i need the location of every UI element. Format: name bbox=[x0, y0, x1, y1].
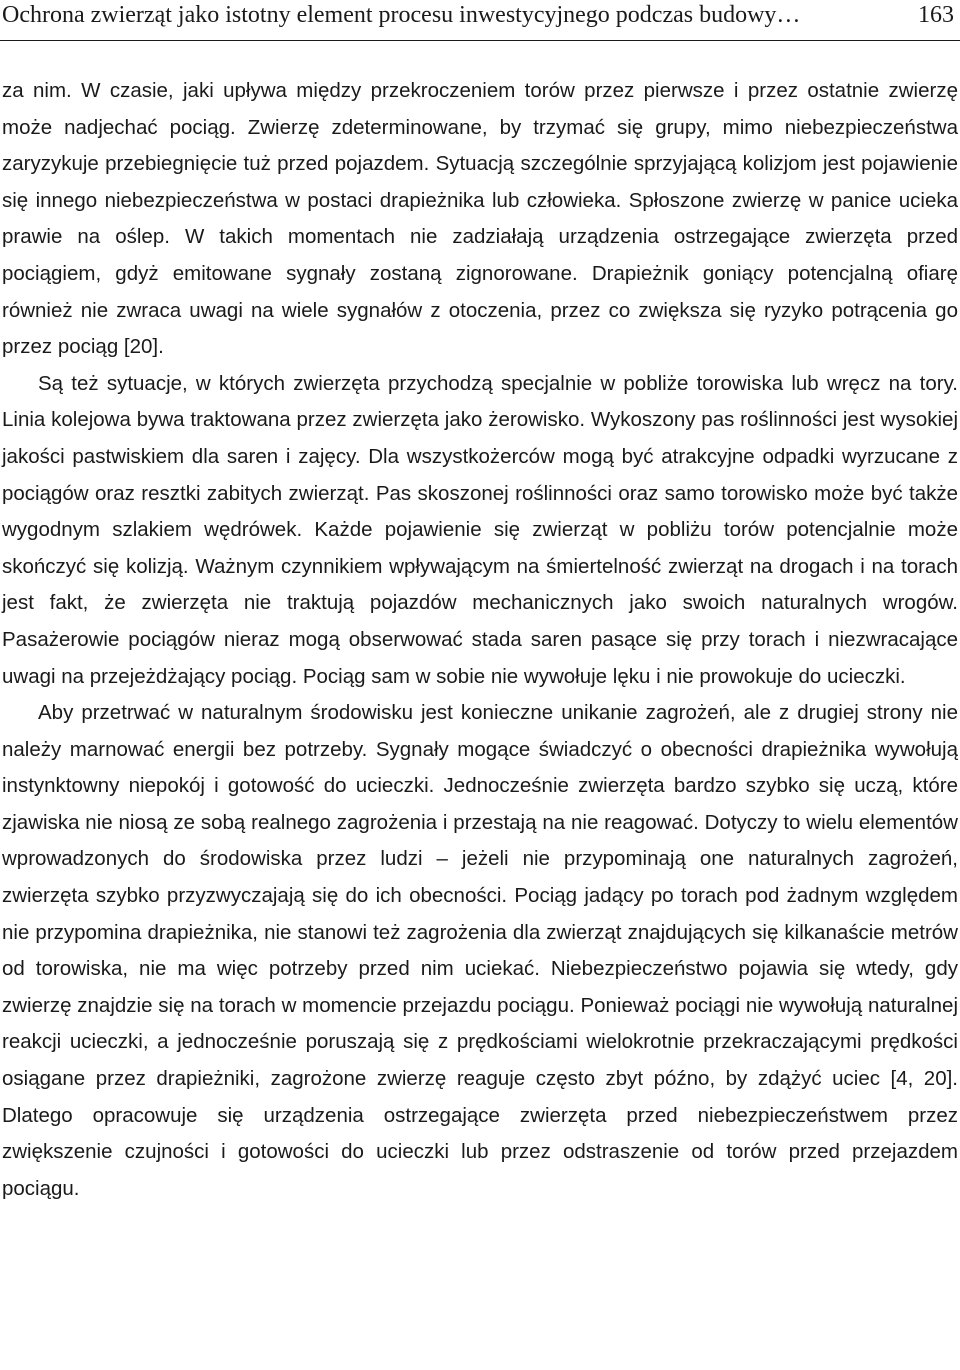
paragraph: Aby przetrwać w naturalnym środowisku jest konieczne unikanie zagrożeń, ale z drugiej strony nie należy marnować energii bez potrzeby. Sygnały mogące świadczyć o obecności drapieżnika wywołują instynktowny niepokój i gotowość do ucieczki. Jednocześnie zwierzęta bardzo szybko się uczą, które zjawiska nie niosą ze sobą realnego zagrożenia i przestają na nie reagować. Dotyczy to wielu elementów wprowadzonych do środowiska przez ludzi – jeżeli nie przypominają one naturalnych zagrożeń, zwierzęta szybko przyzwyczajają się do ich obecności. Pociąg jadący po torach pod żadnym względem nie przypomina drapieżnika, nie stanowi też zagrożenia dla zwierząt znajdujących się kilkanaście metrów od torowiska, nie ma więc potrzeby przed nim uciekać. Niebezpieczeństwo pojawia się wtedy, gdy zwierzę znajdzie się na torach w momencie przejazdu pociągu. Ponieważ pociągi nie wywołują naturalnej reakcji ucieczki, a jednocześnie poruszają się z prędkościami wielokrotnie przekraczającymi prędkości osiągane przez drapieżniki, zagrożone zwierzę reaguje często zbyt późno, by zdążyć uciec [4, 20]. Dlatego opracowuje się urządzenia ostrzegające zwierzęta przed niebezpieczeństwem przez zwiększenie czujności i gotowości do ucieczki lub przez odstraszenie od torów przed przejazdem pociągu. bbox=[2, 701, 958, 1200]
body-text bbox=[2, 73, 958, 1207]
paragraph: za nim. W czasie, jaki upływa między przekroczeniem torów przez pierwsze i przez ostatnie zwierzę może nadjechać pociąg. Zwierzę zdeterminowane, by trzymać się grupy, mimo niebezpieczeństwa zaryzykuje przebiegnięcie tuż przed pojazdem. Sytuacją szczególnie sprzyjającą kolizjom jest pojawienie się innego niebezpieczeństwa w postaci drapieżnika lub człowieka. Spłoszone zwierzę w panice ucieka prawie na oślep. W takich momentach nie zadziałają urządzenia ostrzegające zwierzęta przed pociągiem, gdyż emitowane sygnały zostaną zignorowane. Drapieżnik goniący potencjalną ofiarę również nie zwraca uwagi na wiele sygnałów z otoczenia, przez co zwiększa się ryzyko potrącenia go przez pociąg [20]. bbox=[2, 79, 958, 359]
page-number: 163 bbox=[918, 2, 954, 28]
paragraph: Są też sytuacje, w których zwierzęta przychodzą specjalnie w pobliże torowiska lub wręcz na tory. Linia kolejowa bywa traktowana przez zwierzęta jako żerowisko. Wykoszony pas roślinności jest wysokiej jakości pastwiskiem dla saren i zajęcy. Dla wszystkożerców mogą być atrakcyjne odpadki wyrzucane z pociągów oraz resztki zabitych zwierząt. Pas skoszonej roślinności oraz samo torowisko może być także wygodnym szlakiem wędrówek. Każde pojawienie się zwierząt w pobliżu torów potencjalnie może skończyć się kolizją. Ważnym czynnikiem wpływającym na śmiertelność zwierząt na drogach i na torach jest fakt, że zwierzęta nie traktują pojazdów mechanicznych jako swoich naturalnych wrogów. Pasażerowie pociągów nieraz mogą obserwować stada saren pasące się przy torach i niezwracające uwagi na przejeżdżający pociąg. Pociąg sam w sobie nie wywołuje lęku i nie prowokuje do ucieczki. bbox=[2, 371, 958, 688]
page-header bbox=[0, 0, 960, 41]
running-title: Ochrona zwierząt jako istotny element procesu inwestycyjnego podczas budowy… bbox=[2, 2, 801, 28]
